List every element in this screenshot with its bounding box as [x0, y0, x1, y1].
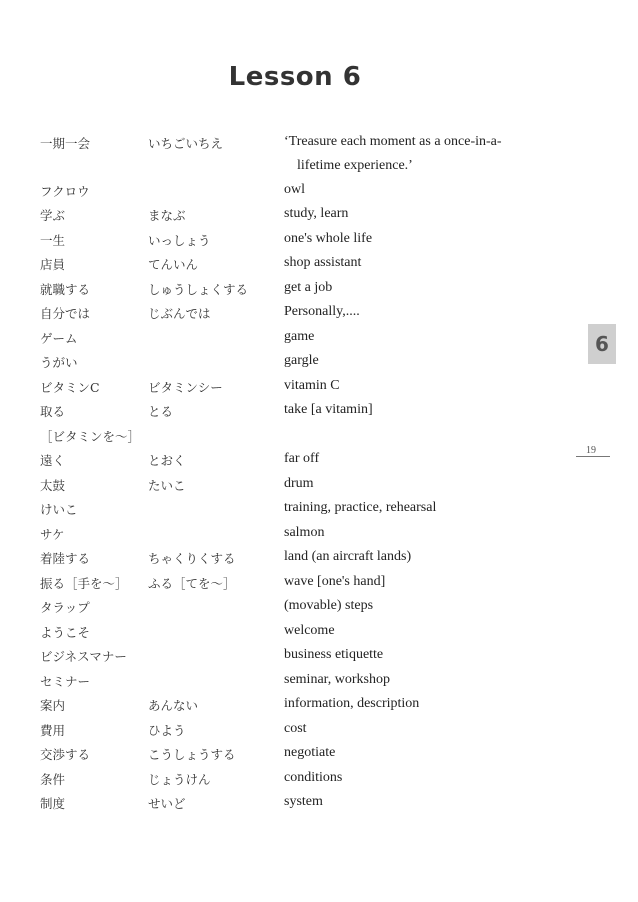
vocab-reading: いちごいちえ	[148, 136, 224, 151]
vocab-meaning-continued: lifetime experience.’	[297, 158, 413, 173]
vocab-row	[0, 476, 560, 500]
page-title: Lesson 6	[228, 62, 362, 92]
vocab-row	[0, 721, 560, 745]
vocab-meaning: gargle	[284, 353, 319, 368]
vocab-meaning: ‘Treasure each moment as a once-in-a-	[284, 134, 502, 149]
vocab-row	[0, 794, 560, 818]
vocab-row	[0, 500, 560, 524]
vocab-meaning: system	[284, 794, 323, 809]
vocab-reading: しゅうしょくする	[148, 282, 249, 297]
vocab-meaning: (movable) steps	[284, 598, 374, 613]
vocab-meaning: negotiate	[284, 745, 336, 760]
vocab-term: 就職する	[40, 282, 91, 297]
vocab-term: 振る［手を～］	[40, 576, 128, 591]
vocab-term: 費用	[40, 723, 66, 738]
vocab-reading: ひよう	[148, 723, 186, 738]
vocab-meaning: wave [one's hand]	[284, 574, 386, 589]
vocab-row	[0, 206, 560, 230]
vocab-meaning: one's whole life	[284, 231, 373, 246]
vocab-reading: じょうけん	[148, 772, 211, 787]
vocab-term: ビジネスマナー	[40, 649, 127, 664]
vocab-reading: ちゃくりくする	[148, 551, 236, 566]
lesson-side-tab-number: 6	[595, 332, 609, 356]
vocab-reading: とおく	[148, 453, 186, 468]
vocab-term: 遠く	[40, 453, 66, 468]
vocab-term: サケ	[40, 527, 65, 542]
vocab-term: ビタミンC	[40, 380, 100, 395]
vocab-term: 取る	[40, 404, 66, 419]
vocab-meaning: owl	[284, 182, 305, 197]
vocab-meaning: welcome	[284, 623, 335, 638]
vocab-meaning: study, learn	[284, 206, 349, 221]
vocab-meaning: far off	[284, 451, 320, 466]
vocab-meaning: business etiquette	[284, 647, 384, 662]
vocab-row	[0, 525, 560, 549]
vocab-meaning: cost	[284, 721, 307, 736]
page-number-rule	[576, 456, 610, 457]
vocab-term: うがい	[40, 355, 78, 370]
vocab-row	[0, 549, 560, 573]
vocab-meaning: land (an aircraft lands)	[284, 549, 412, 564]
vocab-reading: まなぶ	[148, 208, 186, 223]
vocab-row	[0, 623, 560, 647]
vocab-meaning: conditions	[284, 770, 343, 785]
vocab-term: 太鼓	[40, 478, 66, 493]
vocab-reading: いっしょう	[148, 233, 211, 248]
vocab-term: 学ぶ	[40, 208, 66, 223]
vocab-meaning: Personally,....	[284, 304, 360, 319]
lesson-side-tab	[588, 324, 616, 364]
vocab-row	[0, 696, 560, 720]
vocab-term: 自分では	[40, 306, 91, 321]
vocab-meaning: shop assistant	[284, 255, 362, 270]
vocab-row	[0, 378, 560, 402]
vocab-term: 制度	[40, 796, 66, 811]
vocab-row	[0, 427, 560, 451]
vocab-row	[0, 770, 560, 794]
vocab-term: ようこそ	[40, 625, 91, 640]
vocab-reading: こうしょうする	[148, 747, 236, 762]
vocab-row	[0, 304, 560, 328]
vocab-meaning: training, practice, rehearsal	[284, 500, 437, 515]
vocab-row	[0, 255, 560, 279]
vocab-meaning: get a job	[284, 280, 333, 295]
vocab-term: ［ビタミンを～］	[40, 429, 141, 444]
vocab-row	[0, 598, 560, 622]
vocab-row	[0, 134, 560, 158]
vocab-term: 案内	[40, 698, 66, 713]
vocab-term: 一期一会	[40, 136, 91, 151]
vocab-reading: ビタミンシー	[148, 380, 223, 395]
vocab-reading: とる	[148, 404, 174, 419]
vocab-term: けいこ	[40, 502, 78, 517]
vocab-meaning: vitamin C	[284, 378, 340, 393]
vocab-row	[0, 280, 560, 304]
vocab-row	[0, 574, 560, 598]
vocab-meaning: drum	[284, 476, 314, 491]
vocab-term: 店員	[40, 257, 66, 272]
vocab-reading: じぶんでは	[148, 306, 211, 321]
vocab-term: セミナー	[40, 674, 91, 689]
vocab-term: 一生	[40, 233, 66, 248]
vocab-term: 着陸する	[40, 551, 91, 566]
vocab-row	[0, 402, 560, 426]
vocab-row	[0, 745, 560, 769]
vocab-row	[0, 182, 560, 206]
vocab-reading: ふる［てを～］	[148, 576, 236, 591]
vocab-meaning: salmon	[284, 525, 325, 540]
vocab-reading: あんない	[148, 698, 199, 713]
page-number: 19	[586, 445, 596, 456]
vocab-row	[0, 647, 560, 671]
vocab-meaning: take [a vitamin]	[284, 402, 373, 417]
vocab-row	[0, 231, 560, 255]
vocab-row	[0, 451, 560, 475]
vocab-reading: たいこ	[148, 478, 186, 493]
vocab-meaning: information, description	[284, 696, 420, 711]
vocab-row	[0, 329, 560, 353]
vocab-reading: せいど	[148, 796, 186, 811]
vocab-term: ゲーム	[40, 331, 78, 346]
vocab-meaning: seminar, workshop	[284, 672, 390, 687]
vocab-row	[0, 672, 560, 696]
vocab-term: フクロウ	[40, 184, 90, 199]
vocab-term: 条件	[40, 772, 66, 787]
vocab-term: タラップ	[40, 600, 90, 615]
vocab-term: 交渉する	[40, 747, 91, 762]
vocab-reading: てんいん	[148, 257, 199, 272]
vocab-row	[0, 353, 560, 377]
vocab-meaning: game	[284, 329, 315, 344]
